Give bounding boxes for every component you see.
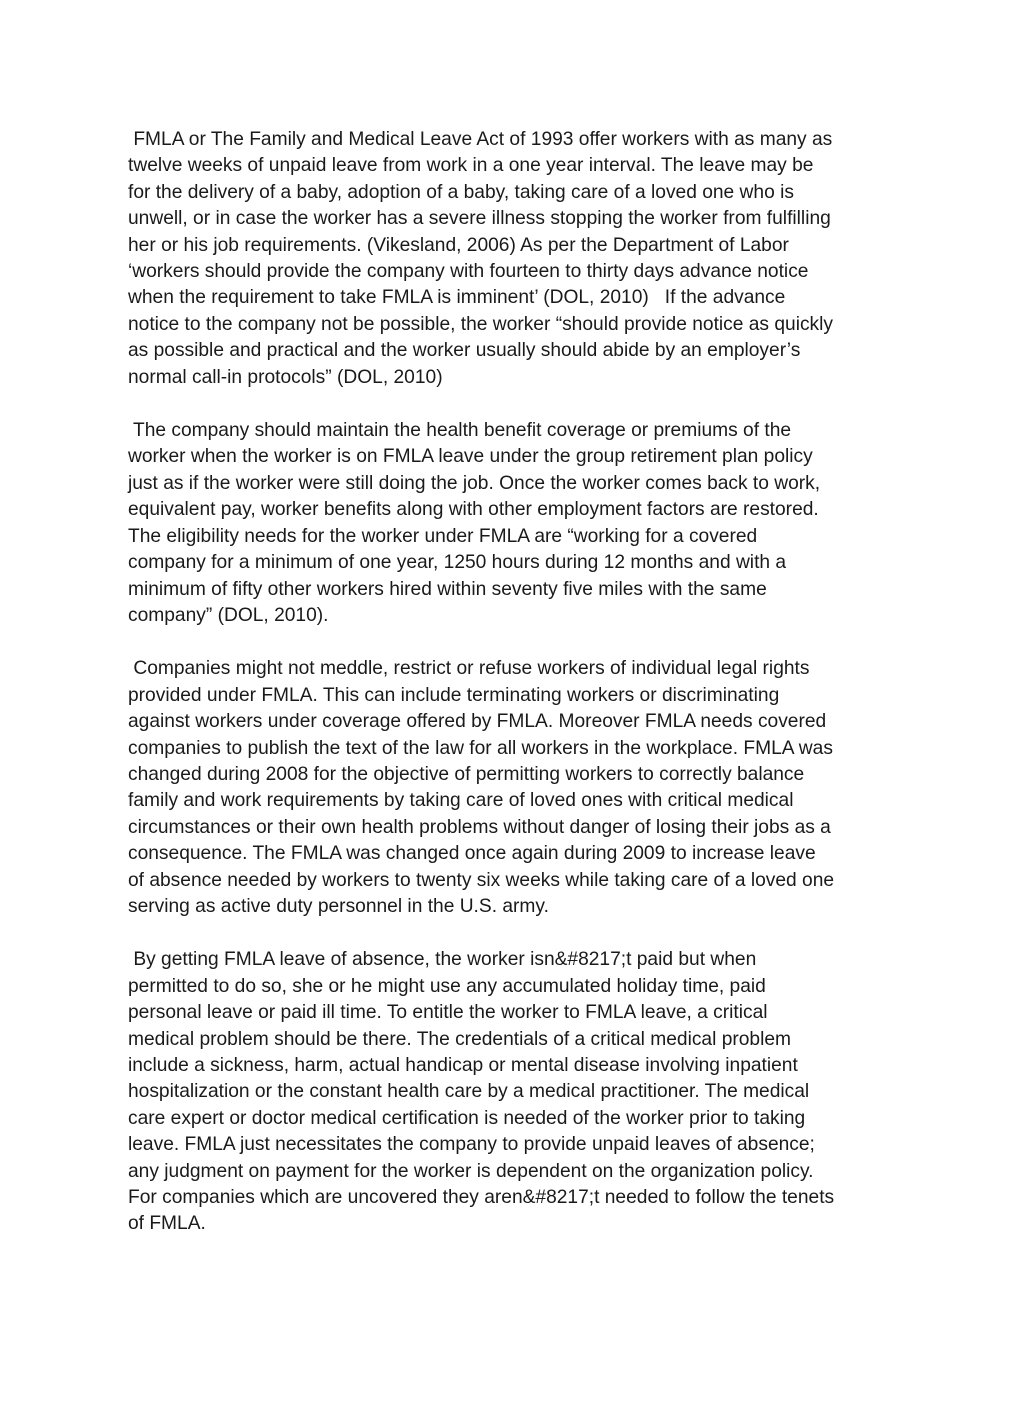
- text-line: normal call-in protocols” (DOL, 2010): [128, 366, 443, 388]
- text-line: twelve weeks of unpaid leave from work in a one year interval. The leave may be: [128, 155, 814, 177]
- text-line: when the requirement to take FMLA is imminent’ (DOL, 2010) If the advance: [128, 287, 786, 309]
- paragraph-3: [128, 656, 928, 920]
- text-line: notice to the company not be possible, the worker “should provide notice as quickly: [128, 313, 834, 335]
- text-line: The company should maintain the health benefit coverage or premiums of the: [128, 420, 792, 442]
- text-line: worker when the worker is on FMLA leave under the group retirement plan policy: [128, 446, 813, 468]
- text-line: personal leave or paid ill time. To entitle the worker to FMLA leave, a critical: [128, 1002, 768, 1024]
- text-line: circumstances or their own health problems without danger of losing their jobs as a: [128, 816, 831, 838]
- text-line: include a sickness, harm, actual handicap or mental disease involving inpatient: [128, 1055, 798, 1076]
- text-line: for the delivery of a baby, adoption of a baby, taking care of a loved one who is: [128, 181, 794, 203]
- document-body: [128, 127, 928, 1265]
- text-line: company for a minimum of one year, 1250 hours during 12 months and with a: [128, 552, 787, 574]
- text-line: as possible and practical and the worker usually should abide by an employer’s: [128, 340, 801, 362]
- paragraph-2: [128, 418, 928, 629]
- paragraph-4: [128, 947, 928, 1237]
- text-line: her or his job requirements. (Vikesland, 2006) As per the Department of Labor: [128, 234, 789, 256]
- text-line: provided under FMLA. This can include terminating workers or discriminating: [128, 684, 780, 706]
- text-line: By getting FMLA leave of absence, the worker isn&#8217;t paid but when: [128, 949, 757, 971]
- text-line: minimum of fifty other workers hired within seventy five miles with the same: [128, 578, 767, 600]
- paragraph-1: [128, 127, 928, 391]
- text-line: of FMLA.: [128, 1213, 206, 1235]
- text-line: against workers under coverage offered by FMLA. Moreover FMLA needs covered: [128, 711, 827, 733]
- text-line: medical problem should be there. The credentials of a critical medical problem: [128, 1028, 792, 1050]
- text-line: The eligibility needs for the worker under FMLA are “working for a covered: [128, 525, 758, 547]
- text-line: just as if the worker were still doing the job. Once the worker comes back to work,: [128, 472, 821, 494]
- text-line: changed during 2008 for the objective of permitting workers to correctly balance: [128, 763, 805, 785]
- text-line: FMLA or The Family and Medical Leave Act of 1993 offer workers with as many as: [128, 129, 833, 150]
- text-line: family and work requirements by taking care of loved ones with critical medical: [128, 790, 794, 812]
- text-line: companies to publish the text of the law for all workers in the workplace. FMLA was: [128, 737, 833, 759]
- text-line: of absence needed by workers to twenty six weeks while taking care of a loved one: [128, 869, 835, 891]
- text-line: permitted to do so, she or he might use any accumulated holiday time, paid: [128, 975, 766, 997]
- text-line: equivalent pay, worker benefits along with other employment factors are restored.: [128, 499, 819, 521]
- text-line: any judgment on payment for the worker is dependent on the organization policy.: [128, 1160, 814, 1182]
- text-line: consequence. The FMLA was changed once again during 2009 to increase leave: [128, 843, 816, 865]
- text-line: For companies which are uncovered they aren&#8217;t needed to follow the tenets: [128, 1187, 835, 1209]
- text-line: ‘workers should provide the company with fourteen to thirty days advance notice: [128, 261, 809, 283]
- text-line: serving as active duty personnel in the U.S. army.: [128, 895, 549, 917]
- text-line: company” (DOL, 2010).: [128, 604, 329, 626]
- text-line: care expert or doctor medical certification is needed of the worker prior to taking: [128, 1107, 806, 1129]
- text-line: unwell, or in case the worker has a severe illness stopping the worker from fulfilling: [128, 208, 831, 230]
- text-line: hospitalization or the constant health care by a medical practitioner. The medical: [128, 1081, 810, 1103]
- text-line: leave. FMLA just necessitates the company to provide unpaid leaves of absence;: [128, 1134, 815, 1156]
- text-line: Companies might not meddle, restrict or refuse workers of individual legal rights: [128, 658, 810, 680]
